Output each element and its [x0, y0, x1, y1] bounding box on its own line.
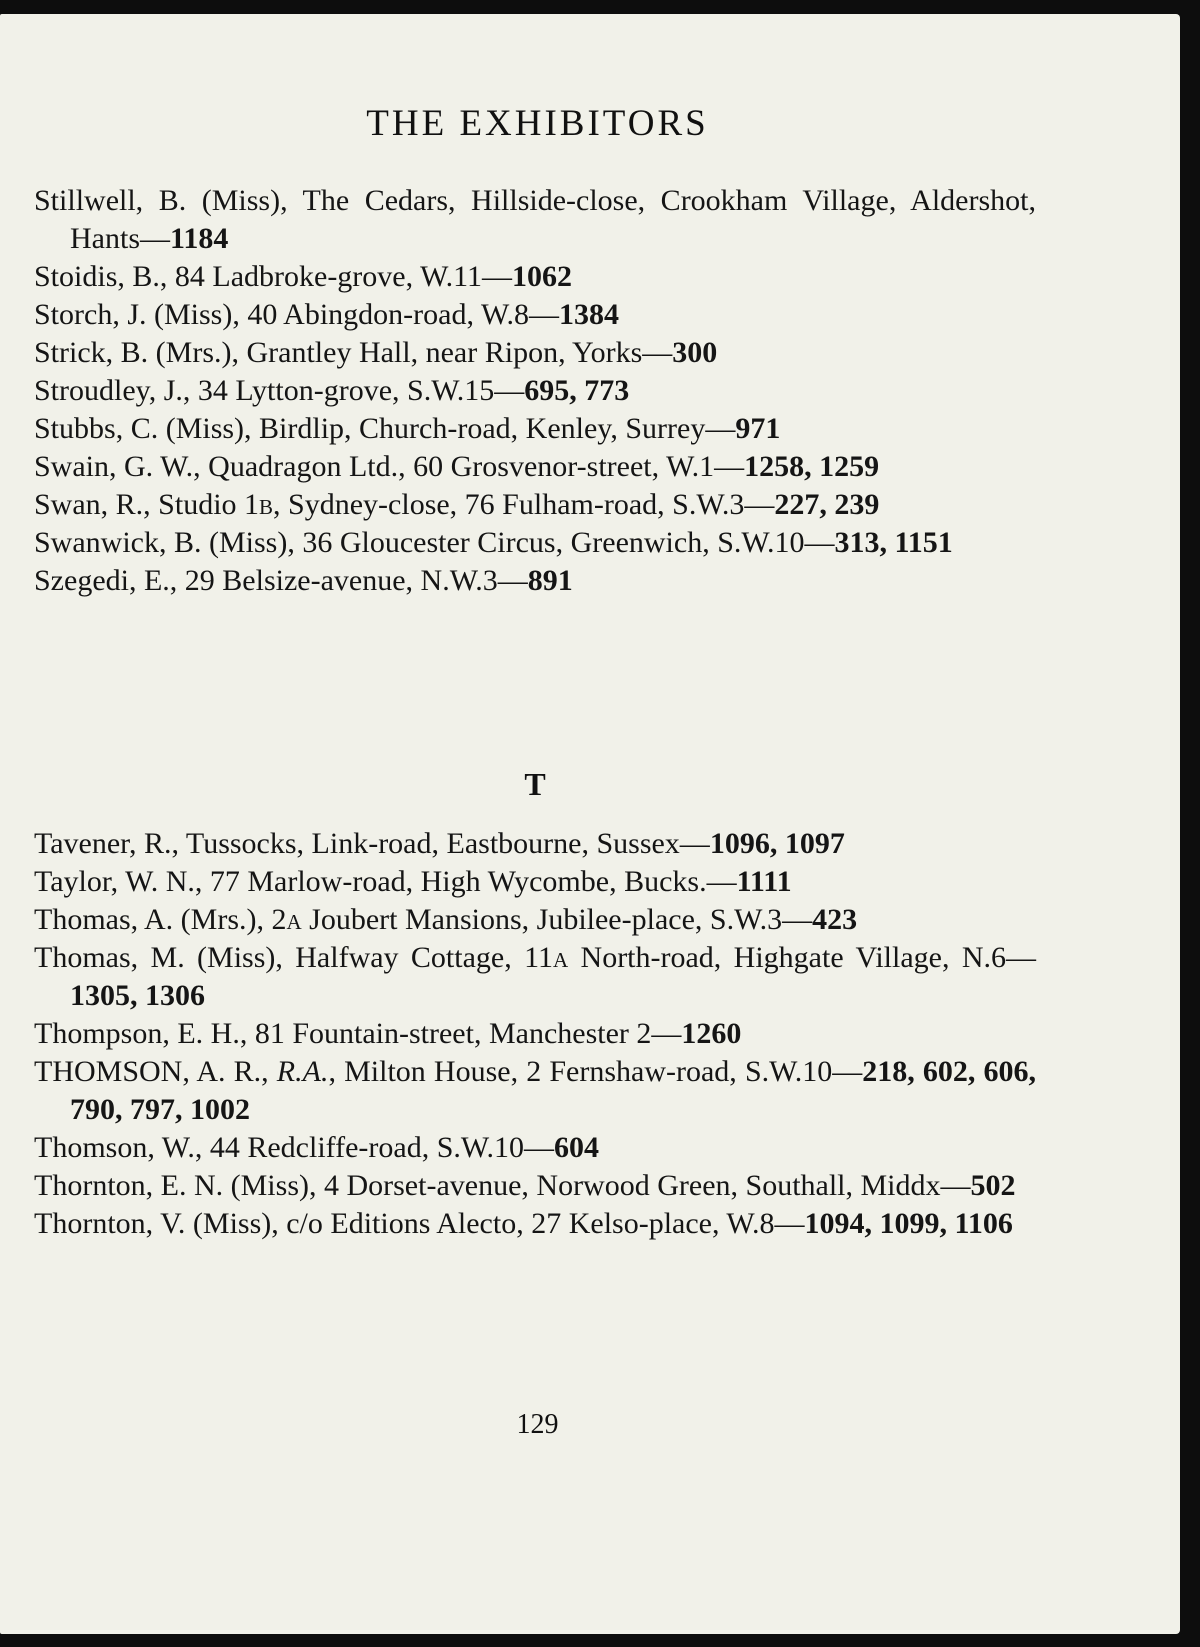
exhibitor-entry: Stillwell, B. (Miss), The Cedars, Hillside-close, Crookham Village, Aldershot, Hants—1184	[34, 184, 1036, 255]
exhibitor-entry: Strick, B. (Mrs.), Grantley Hall, near Ripon, Yorks—300	[34, 336, 718, 369]
exhibitor-entry: Thomas, A. (Mrs.), 2a Joubert Mansions, Jubilee-place, S.W.3—423	[34, 903, 858, 936]
exhibitor-entry: Swanwick, B. (Miss), 36 Gloucester Circus, Greenwich, S.W.10—313, 1151	[34, 526, 953, 559]
exhibitor-entry: Szegedi, E., 29 Belsize-avenue, N.W.3—891	[34, 564, 573, 597]
exhibitor-entry: Taylor, W. N., 77 Marlow-road, High Wycombe, Bucks.—1111	[34, 865, 792, 898]
page-number: 129	[516, 1409, 559, 1440]
page-heading: THE EXHIBITORS	[366, 103, 709, 144]
section-letter: T	[524, 766, 546, 802]
exhibitor-entry: Swan, R., Studio 1b, Sydney-close, 76 Fulham-road, S.W.3—227, 239	[34, 488, 880, 521]
exhibitor-entry: THOMSON, A. R., R.A., Milton House, 2 Fernshaw-road, S.W.10—218, 602, 606, 790, 797, 1002	[34, 1055, 1036, 1126]
exhibitor-entry: Thompson, E. H., 81 Fountain-street, Manchester 2—1260	[34, 1017, 742, 1050]
exhibitor-entry: Stoidis, B., 84 Ladbroke-grove, W.11—1062	[34, 260, 573, 293]
exhibitor-entry: Stubbs, C. (Miss), Birdlip, Church-road, Kenley, Surrey—971	[34, 412, 781, 445]
exhibitor-entry: Thornton, E. N. (Miss), 4 Dorset-avenue, Norwood Green, Southall, Middx—502	[34, 1169, 1016, 1202]
exhibitor-entry: Thornton, V. (Miss), c/o Editions Alecto, 27 Kelso-place, W.8—1094, 1099, 1106	[34, 1207, 1013, 1240]
exhibitor-entry: Storch, J. (Miss), 40 Abingdon-road, W.8—1384	[34, 298, 619, 331]
exhibitor-list-s	[34, 182, 1036, 600]
exhibitor-list-t	[34, 825, 1036, 1243]
exhibitor-entry: Thomas, M. (Miss), Halfway Cottage, 11a North-road, Highgate Village, N.6—1305, 1306	[34, 941, 1036, 1012]
exhibitor-entry: Thomson, W., 44 Redcliffe-road, S.W.10—604	[34, 1131, 599, 1164]
exhibitor-entry: Tavener, R., Tussocks, Link-road, Eastbourne, Sussex—1096, 1097	[34, 827, 845, 860]
page	[0, 14, 1180, 1634]
exhibitor-entry: Stroudley, J., 34 Lytton-grove, S.W.15—695, 773	[34, 374, 630, 407]
exhibitor-entry: Swain, G. W., Quadragon Ltd., 60 Grosvenor-street, W.1—1258, 1259	[34, 450, 880, 483]
